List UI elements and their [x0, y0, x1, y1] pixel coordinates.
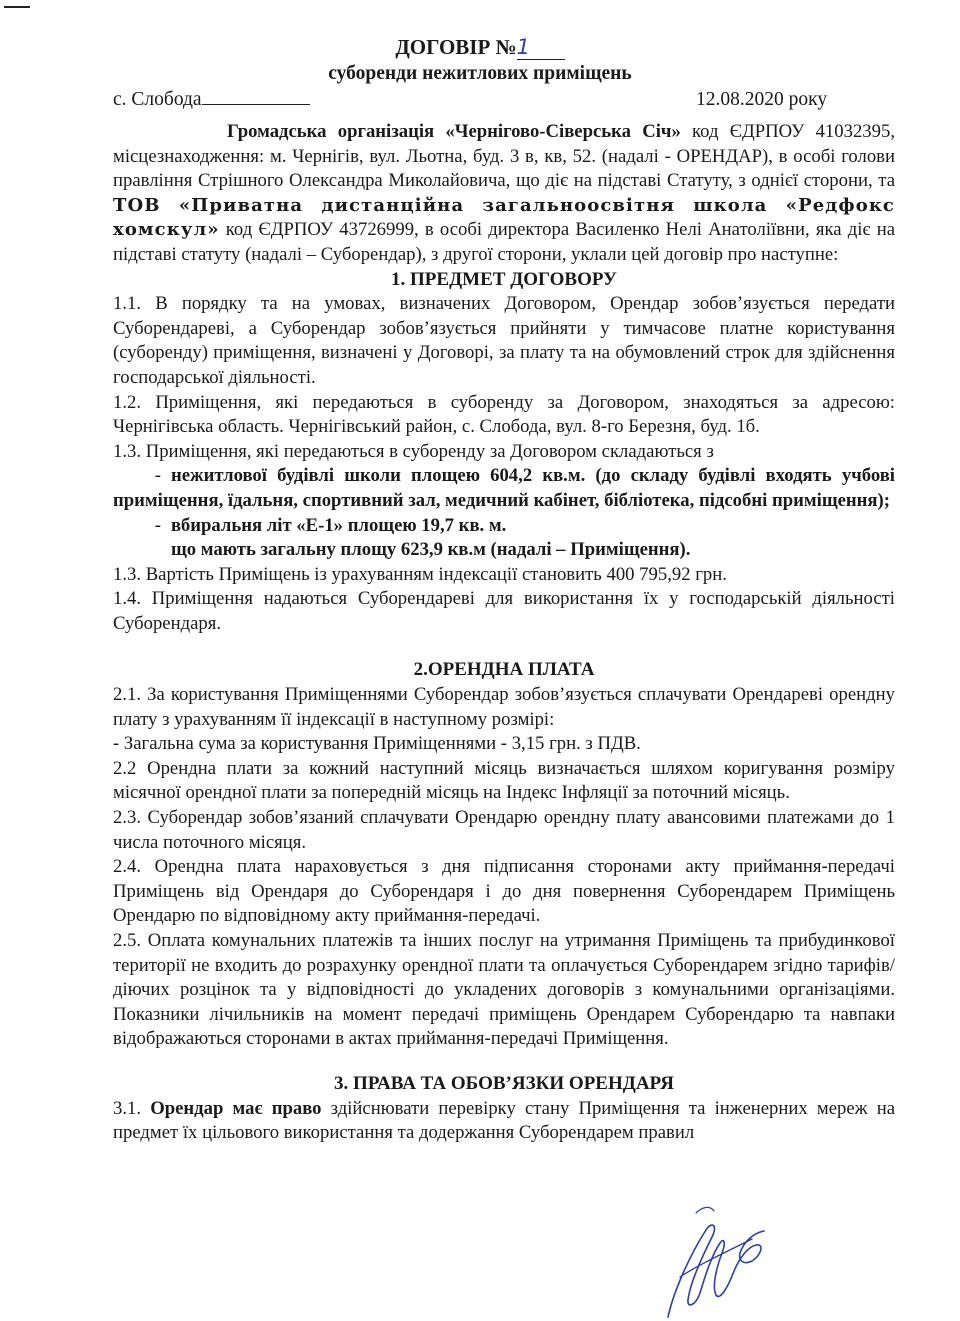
bullet: -: [154, 465, 161, 487]
premises-item-2: [113, 514, 895, 539]
premises-total: що мають загальну площу 623,9 кв.м (надалі – Приміщення).: [171, 539, 691, 561]
clause-2-3: 2.3. Суборендар зобов’язаний сплачувати Орендарю орендну плату авансовими платежами до 1 числа поточного місяця.: [113, 807, 895, 853]
place: [113, 89, 310, 111]
clause-2-1: 2.1. За користування Приміщеннями Суборендар зобов’язується сплачувати Орендареві орендну плату з урахуванням її індексації в наступному розмірі:: [113, 684, 895, 730]
contract-subtitle: суборенди нежитлових приміщень: [328, 63, 632, 84]
handwritten-signature: [640, 1195, 780, 1320]
contract-date: 12.08.2020 року: [696, 89, 828, 110]
premises-item-2-text: вбиральня літ «Е-1» площею 19,7 кв. м.: [171, 514, 507, 536]
place-text: с. Слобода: [113, 89, 202, 110]
clause-3-1-number: 3.1.: [113, 1097, 151, 1119]
clause-1-1: 1.1. В порядку та на умовах, визначених Договором, Орендар зобов’язується передати Суборендареві, а Суборендар зобов’язується прийняти у тимчасове платне користування (суборенду) приміщення, визначені у Договорі, за плату та на обумовлений строк для здійснення господарської діяльності.: [113, 293, 895, 388]
clause-3-1: [113, 1097, 895, 1146]
party1-name: Громадська організація «Чернігово-Сіверська Січ»: [227, 121, 681, 142]
clause-1-4: 1.4. Приміщення надаються Суборендареві для використання їх у господарській діяльності Суборендаря.: [113, 588, 895, 634]
premises-item-1-text: нежитлової будівлі школи площею 604,2 кв.м. (до складу будівлі входять учбові приміщення, їдальня, спортивний зал, медичний кабінет, бібліотека, підсобні приміщення);: [113, 465, 895, 511]
place-blank: [202, 89, 310, 105]
spacer: [113, 636, 895, 658]
contract-body: [113, 120, 895, 1146]
party2-name: ТОВ «Приватна дистанційна загальноосвітня школа «Редфокс хомскул»: [113, 194, 895, 241]
section1-heading: 1. ПРЕДМЕТ ДОГОВОРУ: [391, 268, 617, 290]
premises-item-1: [113, 464, 895, 513]
clause-1-3: 1.3. Приміщення, які передаються в суборенду за Договором складаються з: [113, 440, 714, 462]
section3-heading: 3. ПРАВА ТА ОБОВ’ЯЗКИ ОРЕНДАРЯ: [334, 1072, 674, 1094]
clause-2-4: 2.4. Орендна плата нараховується з дня підписання сторонами акту приймання-передачі Приміщень від Орендаря до Суборендаря і до дня повернення Суборендарем Приміщень Орендарю по відповідному акту приймання-передачі.: [113, 856, 895, 927]
intro-text-2: код ЄДРПОУ 43726999, в особі директора Василенко Нелі Анатоліївни, яка діє на підставі статуту (надалі – Суборендар), з другої сторони, уклали цей договір про наступне:: [113, 219, 895, 265]
intro-text-1: код ЄДРПОУ 41032395, місцезнаходження: м. Чернігів, вул. Льотна, буд. 3 в, кв, 52. (надалі - ОРЕНДАР), в особі голови правління Стрішного Олександра Миколайовича, що діє на підставі Статуту, з однієї сторони, та: [113, 121, 896, 192]
clause-1-2: 1.2. Приміщення, які передаються в суборенду за Договором, знаходяться за адресою: Чернігівська область. Чернігівський район, с. Слобода, вул. 8-го Березня, буд. 1б.: [113, 391, 895, 438]
intro-paragraph: [113, 120, 895, 268]
contract-number: 1: [517, 36, 565, 60]
clause-3-1-bold: Орендар має право: [150, 1097, 322, 1119]
clause-2-5: 2.5. Оплата комунальних платежів та інших послуг на утримання Приміщень та прибудинкової території не входить до розрахунку орендної плати та оплачується Суборендарем згідно тарифів/діючих розцінок та у відповідності до укладених договорів з комунальними організаціями. Показники лічильників на момент передачі приміщень Орендарем Суборендарю та навпаки відображаються сторонами в актах приймання-передачі Приміщення.: [113, 930, 895, 1050]
clause-3-1-text: здійснювати перевірку стану Приміщення та інженерних мереж на предмет їх цільового використання та додержання Суборендарем правил: [113, 1097, 896, 1144]
title-text: ДОГОВІР №: [395, 35, 517, 59]
section2-heading: 2.ОРЕНДНА ПЛАТА: [413, 659, 595, 681]
bullet: -: [154, 514, 161, 536]
corner-mark: [4, 6, 30, 8]
clause-1-3-cost: 1.3. Вартість Приміщень із урахуванням індексації становить 400 795,92 грн.: [113, 563, 727, 585]
clause-2-1-item: - Загальна сума за користування Приміщеннями - 3,15 грн. з ПДВ.: [113, 733, 641, 755]
spacer: [113, 1052, 895, 1072]
clause-2-2: 2.2 Орендна плати за кожний наступний місяць визначається шляхом коригування розміру місячної орендної плати за попередній місяць на Індекс Інфляції за поточний місяць.: [113, 757, 895, 804]
contract-title: [0, 35, 960, 60]
